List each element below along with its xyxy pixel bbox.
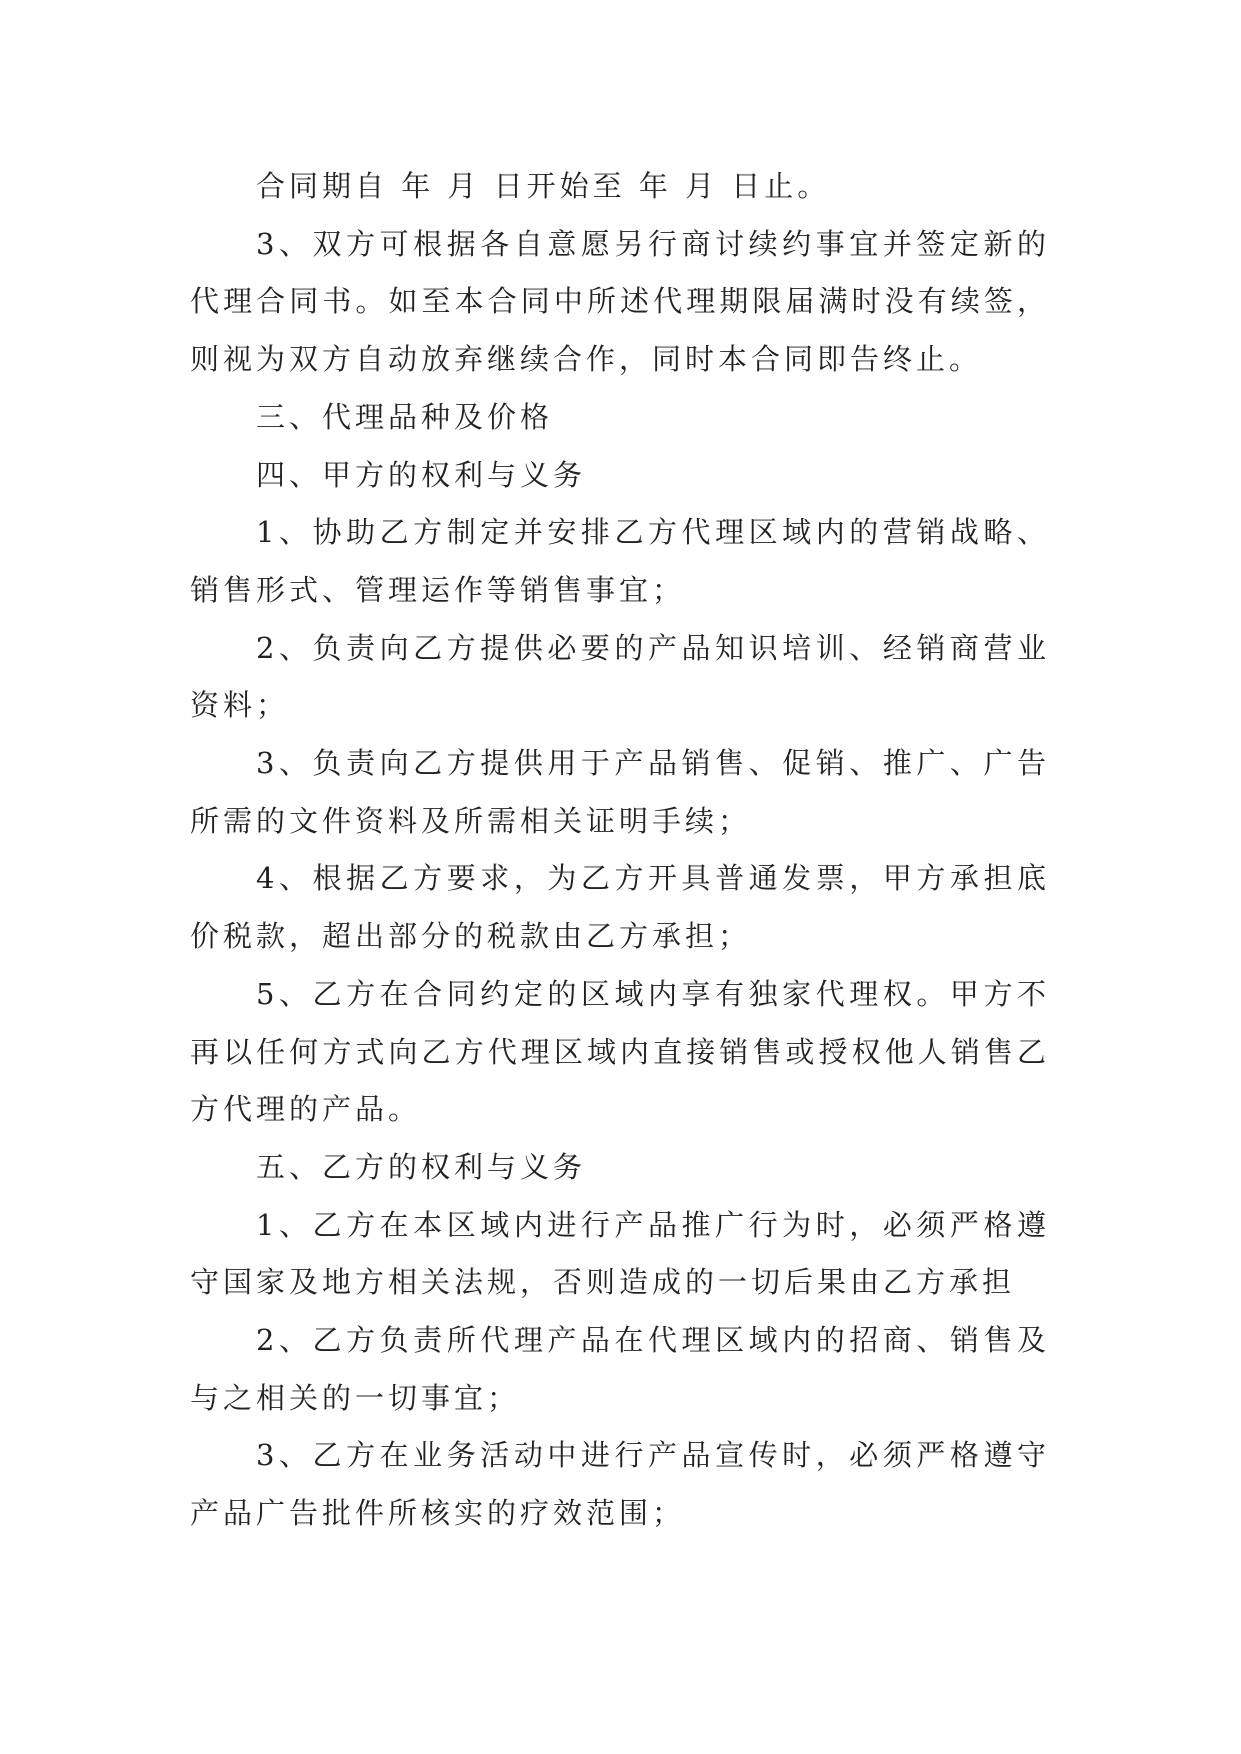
paragraph-party-a-item-2: 2、负责向乙方提供必要的产品知识培训、经销商营业资料； [190,630,1050,723]
paragraph-party-b-item-2: 2、乙方负责所代理产品在代理区域内的招商、销售及与之相关的一切事宜； [190,1323,1050,1415]
paragraph-party-a-item-3: 3、负责向乙方提供用于产品销售、促销、推广、广告所需的文件资料及所需相关证明手续； [190,746,1050,838]
paragraph-party-a-item-5: 5、乙方在合同约定的区域内享有独家代理权。甲方不再以任何方式向乙方代理区域内直接销售或授权他人销售乙方代理的产品。 [190,976,1050,1127]
section-heading-products-prices: 三、代理品种及价格 [256,399,554,434]
paragraph-renewal-clause: 3、双方可根据各自意愿另行商讨续约事宜并签定新的代理合同书。如至本合同中所述代理期限届满时没有续签，则视为双方自动放弃继续合作，同时本合同即告终止。 [190,226,1050,377]
section-heading-party-a-rights: 四、甲方的权利与义务 [256,457,587,492]
paragraph-party-b-item-3: 3、乙方在业务活动中进行产品宣传时，必须严格遵守产品广告批件所核实的疗效范围； [190,1438,1050,1531]
paragraph-party-a-item-1: 1、协助乙方制定并安排乙方代理区域内的营销战略、销售形式、管理运作等销售事宜； [190,515,1050,607]
document-body [190,158,1050,1543]
paragraph-contract-period: 合同期自 年 月 日开始至 年 月 日止。 [256,169,831,203]
section-heading-party-b-rights: 五、乙方的权利与义务 [256,1149,587,1184]
paragraph-party-b-item-1: 1、乙方在本区域内进行产品推广行为时，必须严格遵守国家及地方相关法规，否则造成的一切后果由乙方承担 [190,1207,1050,1300]
paragraph-party-a-item-4: 4、根据乙方要求，为乙方开具普通发票，甲方承担底价税款，超出部分的税款由乙方承担； [190,861,1050,954]
